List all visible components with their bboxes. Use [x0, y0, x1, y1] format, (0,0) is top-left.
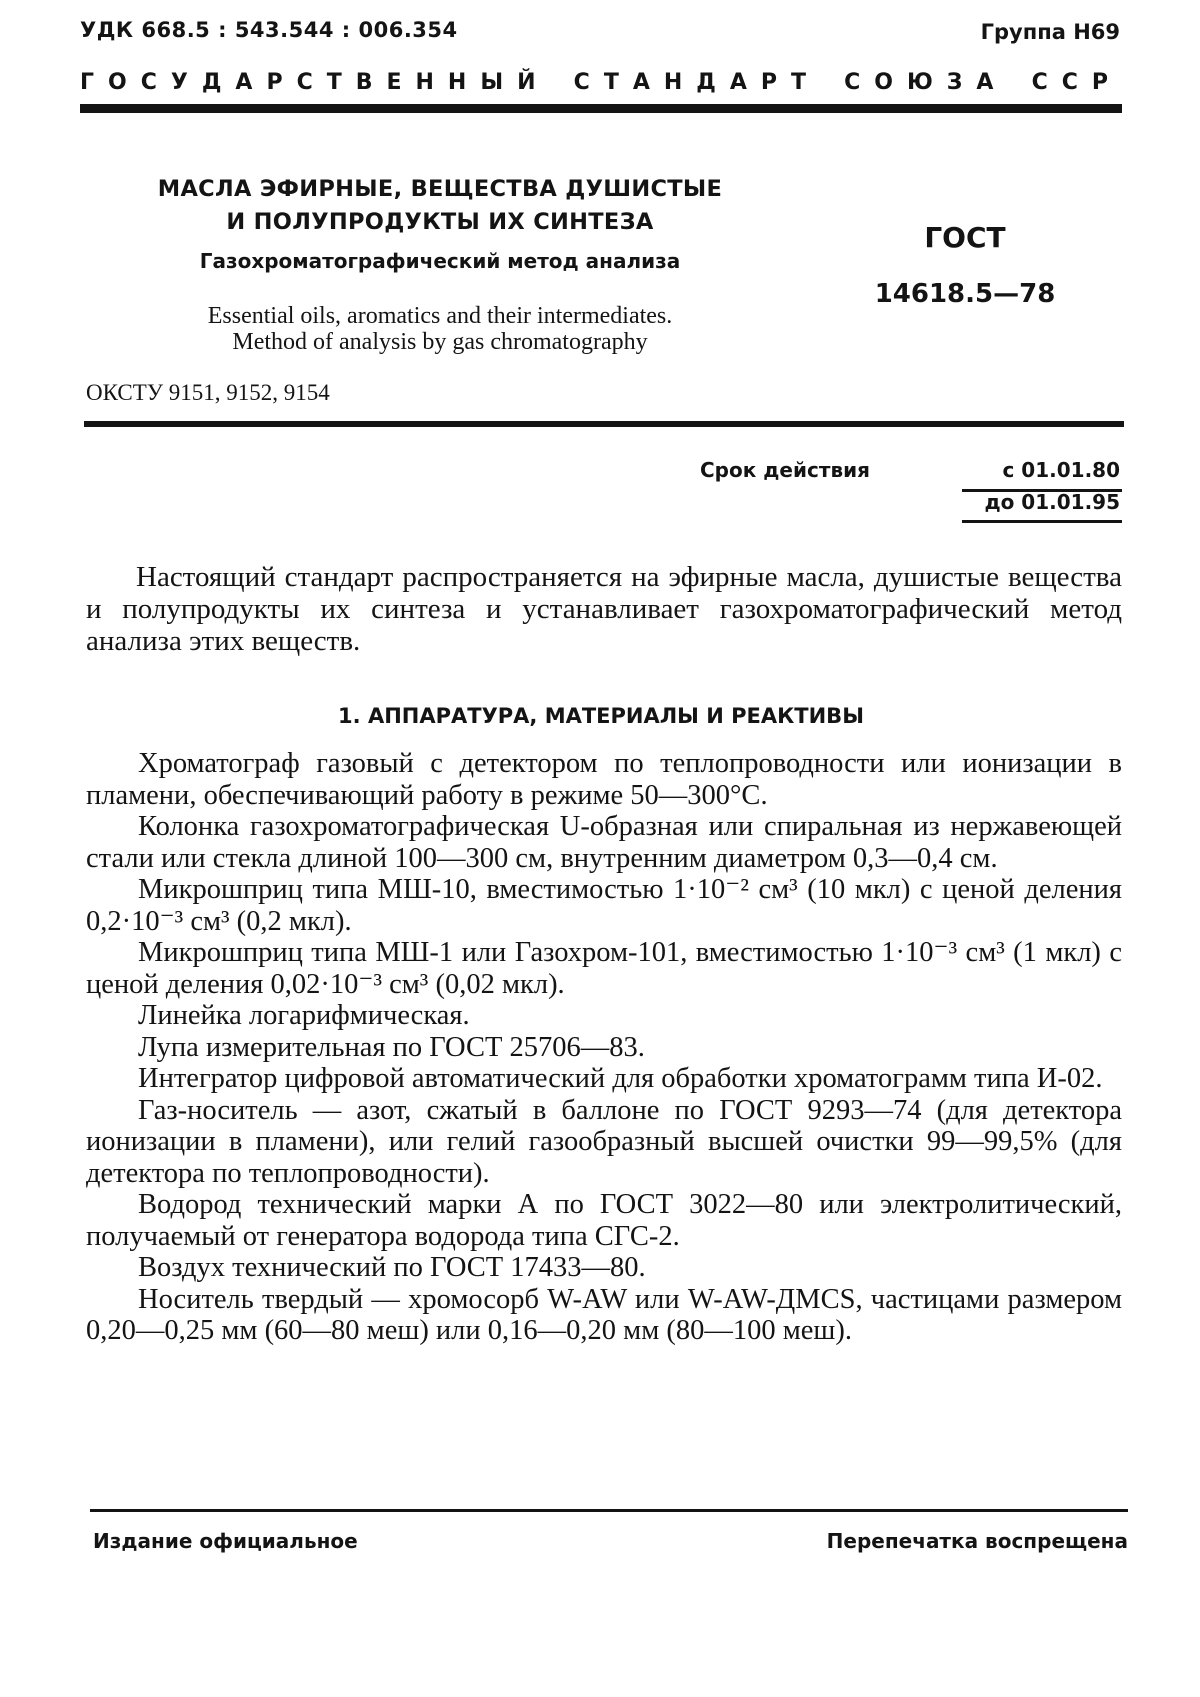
- section-heading: 1. АППАРАТУРА, МАТЕРИАЛЫ И РЕАКТИВЫ: [338, 704, 864, 728]
- validity-from: с 01.01.80: [1002, 458, 1120, 482]
- paragraph: Лупа измерительная по ГОСТ 25706—83.: [138, 1031, 645, 1063]
- gost-number: 14618.5—78: [874, 279, 1056, 309]
- paragraph: Водород технический марки А по ГОСТ 3022—80 или электролитический, получаемый от генератора водорода типа СГС-2.: [86, 1189, 1122, 1252]
- paragraph: Интегратор цифровой автоматический для обработки хроматограмм типа И-02.: [138, 1063, 1103, 1094]
- paragraph: Хроматограф газовый с детектором по теплопроводности или ионизации в пламени, обеспечивающий работу в режиме 50—300°С.: [86, 748, 1122, 811]
- header-rule: [80, 104, 1122, 113]
- validity-to: до 01.01.95: [984, 490, 1120, 514]
- paragraph: Микрошприц типа МШ-1 или Газохром-101, вместимостью 1·10⁻³ см³ (1 мкл) с ценой деления 0,02·10⁻³ см³ (0,02 мкл).: [86, 937, 1122, 1000]
- reprint-note: Перепечатка воспрещена: [826, 1529, 1128, 1553]
- state-standard-word: ССР: [1031, 70, 1122, 95]
- title-ru-line2: И ПОЛУПРОДУКТЫ ИХ СИНТЕЗА: [226, 209, 654, 235]
- title-en-line2: Method of analysis by gas chromatography: [232, 329, 648, 355]
- okstu-codes: ОКСТУ 9151, 9152, 9154: [86, 380, 330, 405]
- title-rule: [84, 421, 1124, 427]
- paragraph: Линейка логарифмическая.: [138, 1000, 470, 1031]
- title-ru-subtitle: Газохроматографический метод анализа: [199, 249, 681, 273]
- state-standard-word: СОЮЗА: [844, 70, 1008, 95]
- title-en-line1: Essential oils, aromatics and their intermediates.: [207, 303, 673, 329]
- udk-code: УДК 668.5 : 543.544 : 006.354: [80, 18, 458, 42]
- validity-underline: [962, 520, 1122, 523]
- paragraph: Воздух технический по ГОСТ 17433—80.: [138, 1252, 646, 1283]
- edition-note: Издание официальное: [93, 1529, 358, 1553]
- paragraph: Микрошприц типа МШ-10, вместимостью 1·10⁻² см³ (10 мкл) с ценой деления 0,2·10⁻³ см³ (0,2 мкл).: [86, 874, 1122, 937]
- state-standard-word: СТАНДАРТ: [573, 70, 821, 95]
- title-en: [120, 303, 760, 355]
- section-body: [86, 748, 1122, 1347]
- gost-label: ГОСТ: [924, 221, 1006, 254]
- document-title: [120, 173, 760, 273]
- intro-paragraph: Настоящий стандарт распространяется на эфирные масла, душистые вещества и полупродукты их синтеза и устанавливает газохроматографический метод анализа этих веществ.: [86, 561, 1122, 657]
- state-standard-title: [80, 70, 1122, 100]
- paragraph: Колонка газохроматографическая U-образная или спиральная из нержавеющей стали или стекла длиной 100—300 см, внутренним диаметром 0,3—0,4 см.: [86, 811, 1122, 874]
- footer-rule: [90, 1509, 1128, 1512]
- paragraph: Носитель твердый — хромосорб W-AW или W-AW-ДМСS, частицами размером 0,20—0,25 мм (60—80 меш) или 0,16—0,20 мм (80—100 меш).: [86, 1283, 1122, 1346]
- title-ru-line1: МАСЛА ЭФИРНЫЕ, ВЕЩЕСТВА ДУШИСТЫЕ: [157, 176, 723, 202]
- validity-label: Срок действия: [700, 458, 870, 482]
- state-standard-word: ГОСУДАРСТВЕННЫЙ: [80, 70, 550, 95]
- paragraph: Газ-носитель — азот, сжатый в баллоне по ГОСТ 9293—74 (для детектора ионизации в пламени), или гелий газообразный высшей очистки 99—99,5% (для детектора по теплопроводности).: [86, 1094, 1122, 1189]
- group-code: Группа Н69: [980, 20, 1120, 44]
